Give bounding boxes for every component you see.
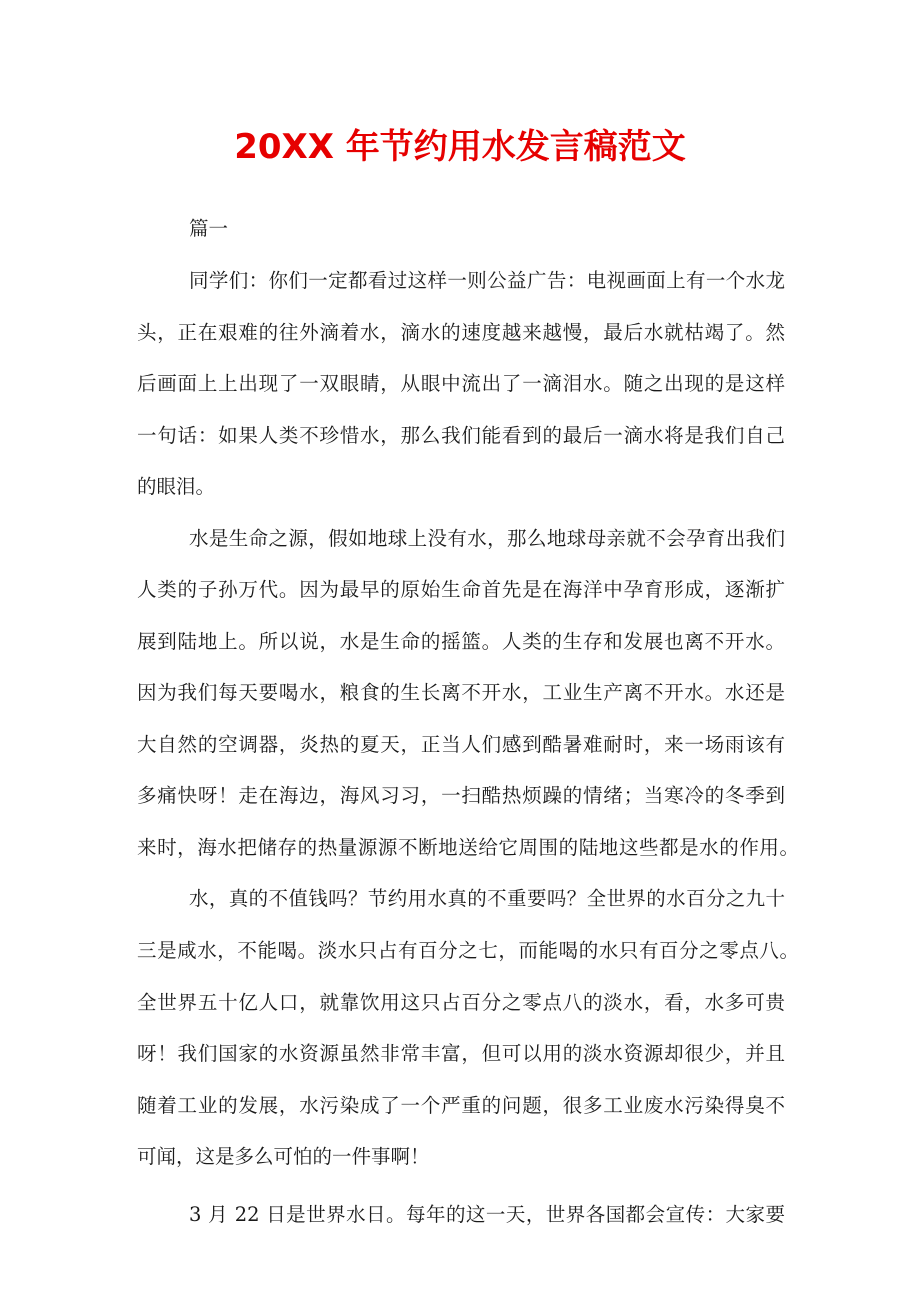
paragraph-line: 随着工业的发展，水污染成了一个严重的问题，很多工业废水污染得臭不	[137, 1094, 785, 1117]
paragraph-line: 的眼泪。	[137, 475, 216, 498]
paragraph-line: 一句话：如果人类不珍惜水，那么我们能看到的最后一滴水将是我们自己	[137, 424, 785, 447]
paragraph-line: 可闻，这是多么可怕的一件事啊！	[137, 1145, 430, 1168]
paragraph-line: 来时，海水把储存的热量源源不断地送给它周围的陆地这些都是水的作用。	[137, 836, 799, 859]
paragraph-line: 大自然的空调器，炎热的夏天，正当人们感到酷暑难耐时，来一场雨该有	[137, 733, 785, 756]
paragraph-line: 3 月 22 日是世界水日。每年的这一天，世界各国都会宣传：大家要	[189, 1203, 785, 1226]
paragraph-line: 展到陆地上。所以说，水是生命的摇篮。人类的生存和发展也离不开水。	[137, 630, 785, 653]
paragraph-line: 人类的子孙万代。因为最早的原始生命首先是在海洋中孕育形成，逐渐扩	[137, 578, 785, 601]
paragraph-line: 头，正在艰难的往外滴着水，滴水的速度越来越慢，最后水就枯竭了。然	[137, 321, 785, 344]
paragraph-line: 水，真的不值钱吗？节约用水真的不重要吗？全世界的水百分之九十	[189, 887, 785, 910]
paragraph-line: 水是生命之源，假如地球上没有水，那么地球母亲就不会孕育出我们	[189, 527, 785, 550]
paragraph-line: 后画面上上出现了一双眼睛，从眼中流出了一滴泪水。随之出现的是这样	[137, 372, 785, 395]
paragraph-line: 同学们：你们一定都看过这样一则公益广告：电视画面上有一个水龙	[189, 269, 785, 292]
section-label: 篇一	[189, 217, 229, 240]
paragraph-line: 全世界五十亿人口，就靠饮用这只占百分之零点八的淡水，看，水多可贵	[137, 991, 785, 1014]
paragraph-line: 因为我们每天要喝水，粮食的生长离不开水，工业生产离不开水。水还是	[137, 681, 785, 704]
paragraph-line: 呀！我们国家的水资源虽然非常丰富，但可以用的淡水资源却很少，并且	[137, 1042, 785, 1065]
paragraph-line: 多痛快呀！走在海边，海风习习，一扫酷热烦躁的情绪；当寒冷的冬季到	[137, 784, 785, 807]
document-title: 20XX 年节约用水发言稿范文	[234, 127, 686, 167]
paragraph-line: 三是咸水，不能喝。淡水只占有百分之七，而能喝的水只有百分之零点八。	[137, 939, 799, 962]
